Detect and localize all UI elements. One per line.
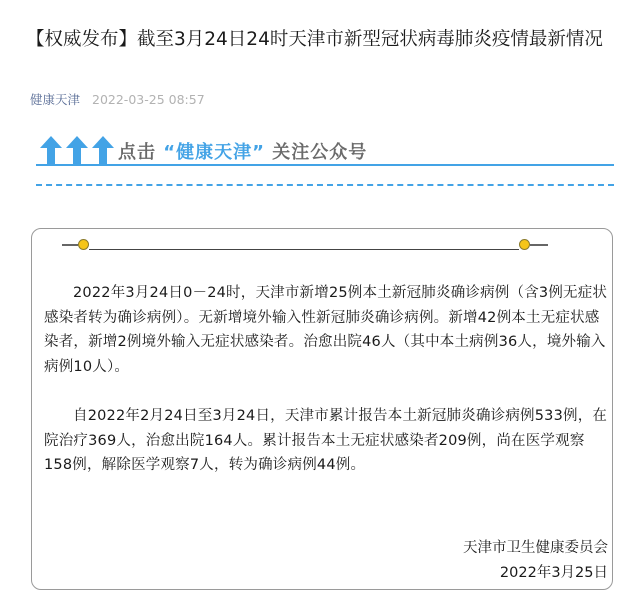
- notice-paragraph-daily: 2022年3月24日0－24时，天津市新增25例本土新冠肺炎确诊病例（含3例无症状感染者转为确诊病例）。无新增境外输入性新冠肺炎确诊病例。新增42例本土无症状感染者，新增2例境外输入无症状感染者。治愈出院46人（其中本土病例36人，境外输入病例10人）。: [44, 285, 608, 375]
- follow-banner[interactable]: [36, 134, 616, 194]
- decoration-dot-right: [519, 239, 530, 250]
- signature-date: 2022年3月25日: [499, 565, 608, 581]
- notice-paragraph-cumulative: 自2022年2月24日至3月24日，天津市累计报告本土新冠肺炎确诊病例533例，在院治疗369人，治愈出院164人。累计报告本土无症状感染者209例，尚在医学观察158例，解除医学观察7人，转为确诊病例44例。: [44, 408, 608, 473]
- signature-organization: 天津市卫生健康委员会: [463, 540, 608, 556]
- follow-account-name: “健康天津”: [163, 142, 265, 163]
- decoration-dot-left: [78, 239, 89, 250]
- banner-divider-dashed: [36, 184, 614, 186]
- publish-time: 2022-03-25 08:57: [92, 92, 205, 107]
- follow-call-to-action[interactable]: [118, 138, 367, 164]
- notice-decoration: [62, 239, 550, 251]
- decoration-bar-left: [62, 244, 78, 246]
- banner-divider-solid: [36, 164, 614, 166]
- up-arrow-icon: [92, 136, 114, 166]
- account-name-link[interactable]: 健康天津: [30, 92, 81, 107]
- article-title: 【权威发布】截至3月24日24时天津市新型冠状病毒肺炎疫情最新情况: [26, 29, 603, 50]
- up-arrows-graphic: [40, 136, 114, 166]
- up-arrow-icon: [66, 136, 88, 166]
- decoration-line: [89, 249, 519, 250]
- up-arrow-icon: [40, 136, 62, 166]
- follow-suffix: 关注公众号: [272, 142, 368, 163]
- decoration-bar-right: [530, 244, 548, 246]
- article-meta: [30, 92, 205, 108]
- follow-prefix: 点击: [118, 142, 156, 163]
